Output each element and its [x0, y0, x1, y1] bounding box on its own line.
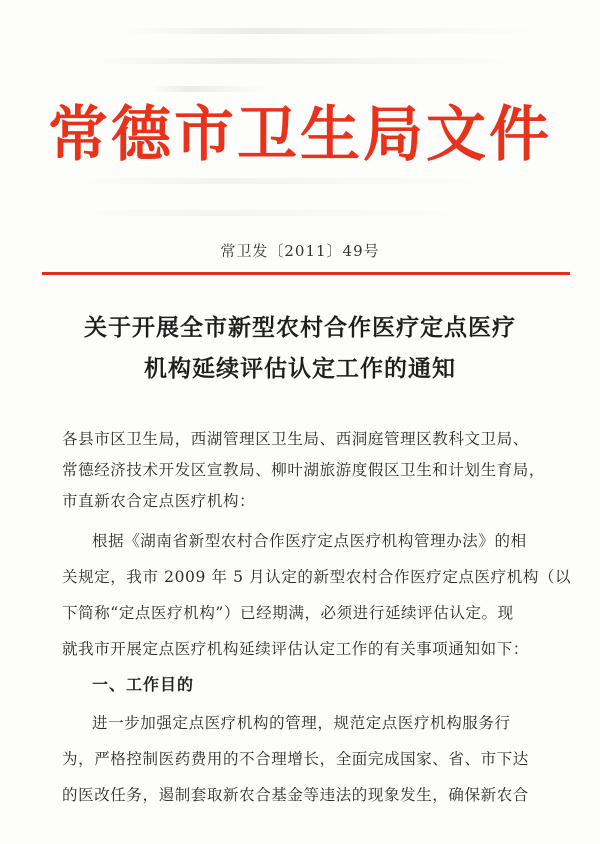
recipients-line-3: 市直新农合定点医疗机构： — [62, 492, 256, 510]
document-title-line-1: 关于开展全市新型农村合作医疗定点医疗 — [84, 315, 516, 341]
paragraph1-line-2: 关规定，我市 2009 年 5 月认定的新型农村合作医疗定点医疗机构（以 — [62, 568, 572, 586]
section-heading: 一、工作目的 — [92, 675, 195, 694]
document-title-line-2: 机构延续评估认定工作的通知 — [144, 356, 456, 382]
bleed-through-mark — [70, 210, 500, 216]
recipients-line-2: 常德经济技术开发区宣教局、柳叶湖旅游度假区卫生和计划生育局， — [62, 461, 546, 479]
bleed-through-mark — [150, 86, 270, 92]
paragraph2-line-3: 的医改任务，遏制套取新农合基金等违法的现象发生，确保新农合 — [62, 786, 529, 804]
paragraph2-line-2: 为，严格控制医药费用的不合理增长，全面完成国家、省、市下达 — [62, 750, 529, 768]
bleed-through-mark — [90, 58, 530, 64]
recipients-line-1: 各县市区卫生局，西湖管理区卫生局、西洞庭管理区教科文卫局、 — [62, 430, 529, 448]
paragraph2-line-1: 进一步加强定点医疗机构的管理，规范定点医疗机构服务行 — [92, 714, 511, 732]
bleed-through-mark — [70, 178, 520, 184]
paragraph1-line-3: 下简称“定点医疗机构”）已经期满，必须进行延续评估认定。现 — [62, 604, 514, 622]
document-masthead: 常德市卫生局文件 — [48, 100, 552, 170]
paragraph1-line-4: 就我市开展定点医疗机构延续评估认定工作的有关事项通知如下： — [62, 640, 529, 658]
document-number: 常卫发〔2011〕49号 — [220, 242, 380, 260]
paragraph1-line-1: 根据《湖南省新型农村合作医疗定点医疗机构管理办法》的相 — [92, 532, 527, 550]
bleed-through-mark — [120, 28, 540, 34]
red-divider-line — [42, 272, 570, 275]
